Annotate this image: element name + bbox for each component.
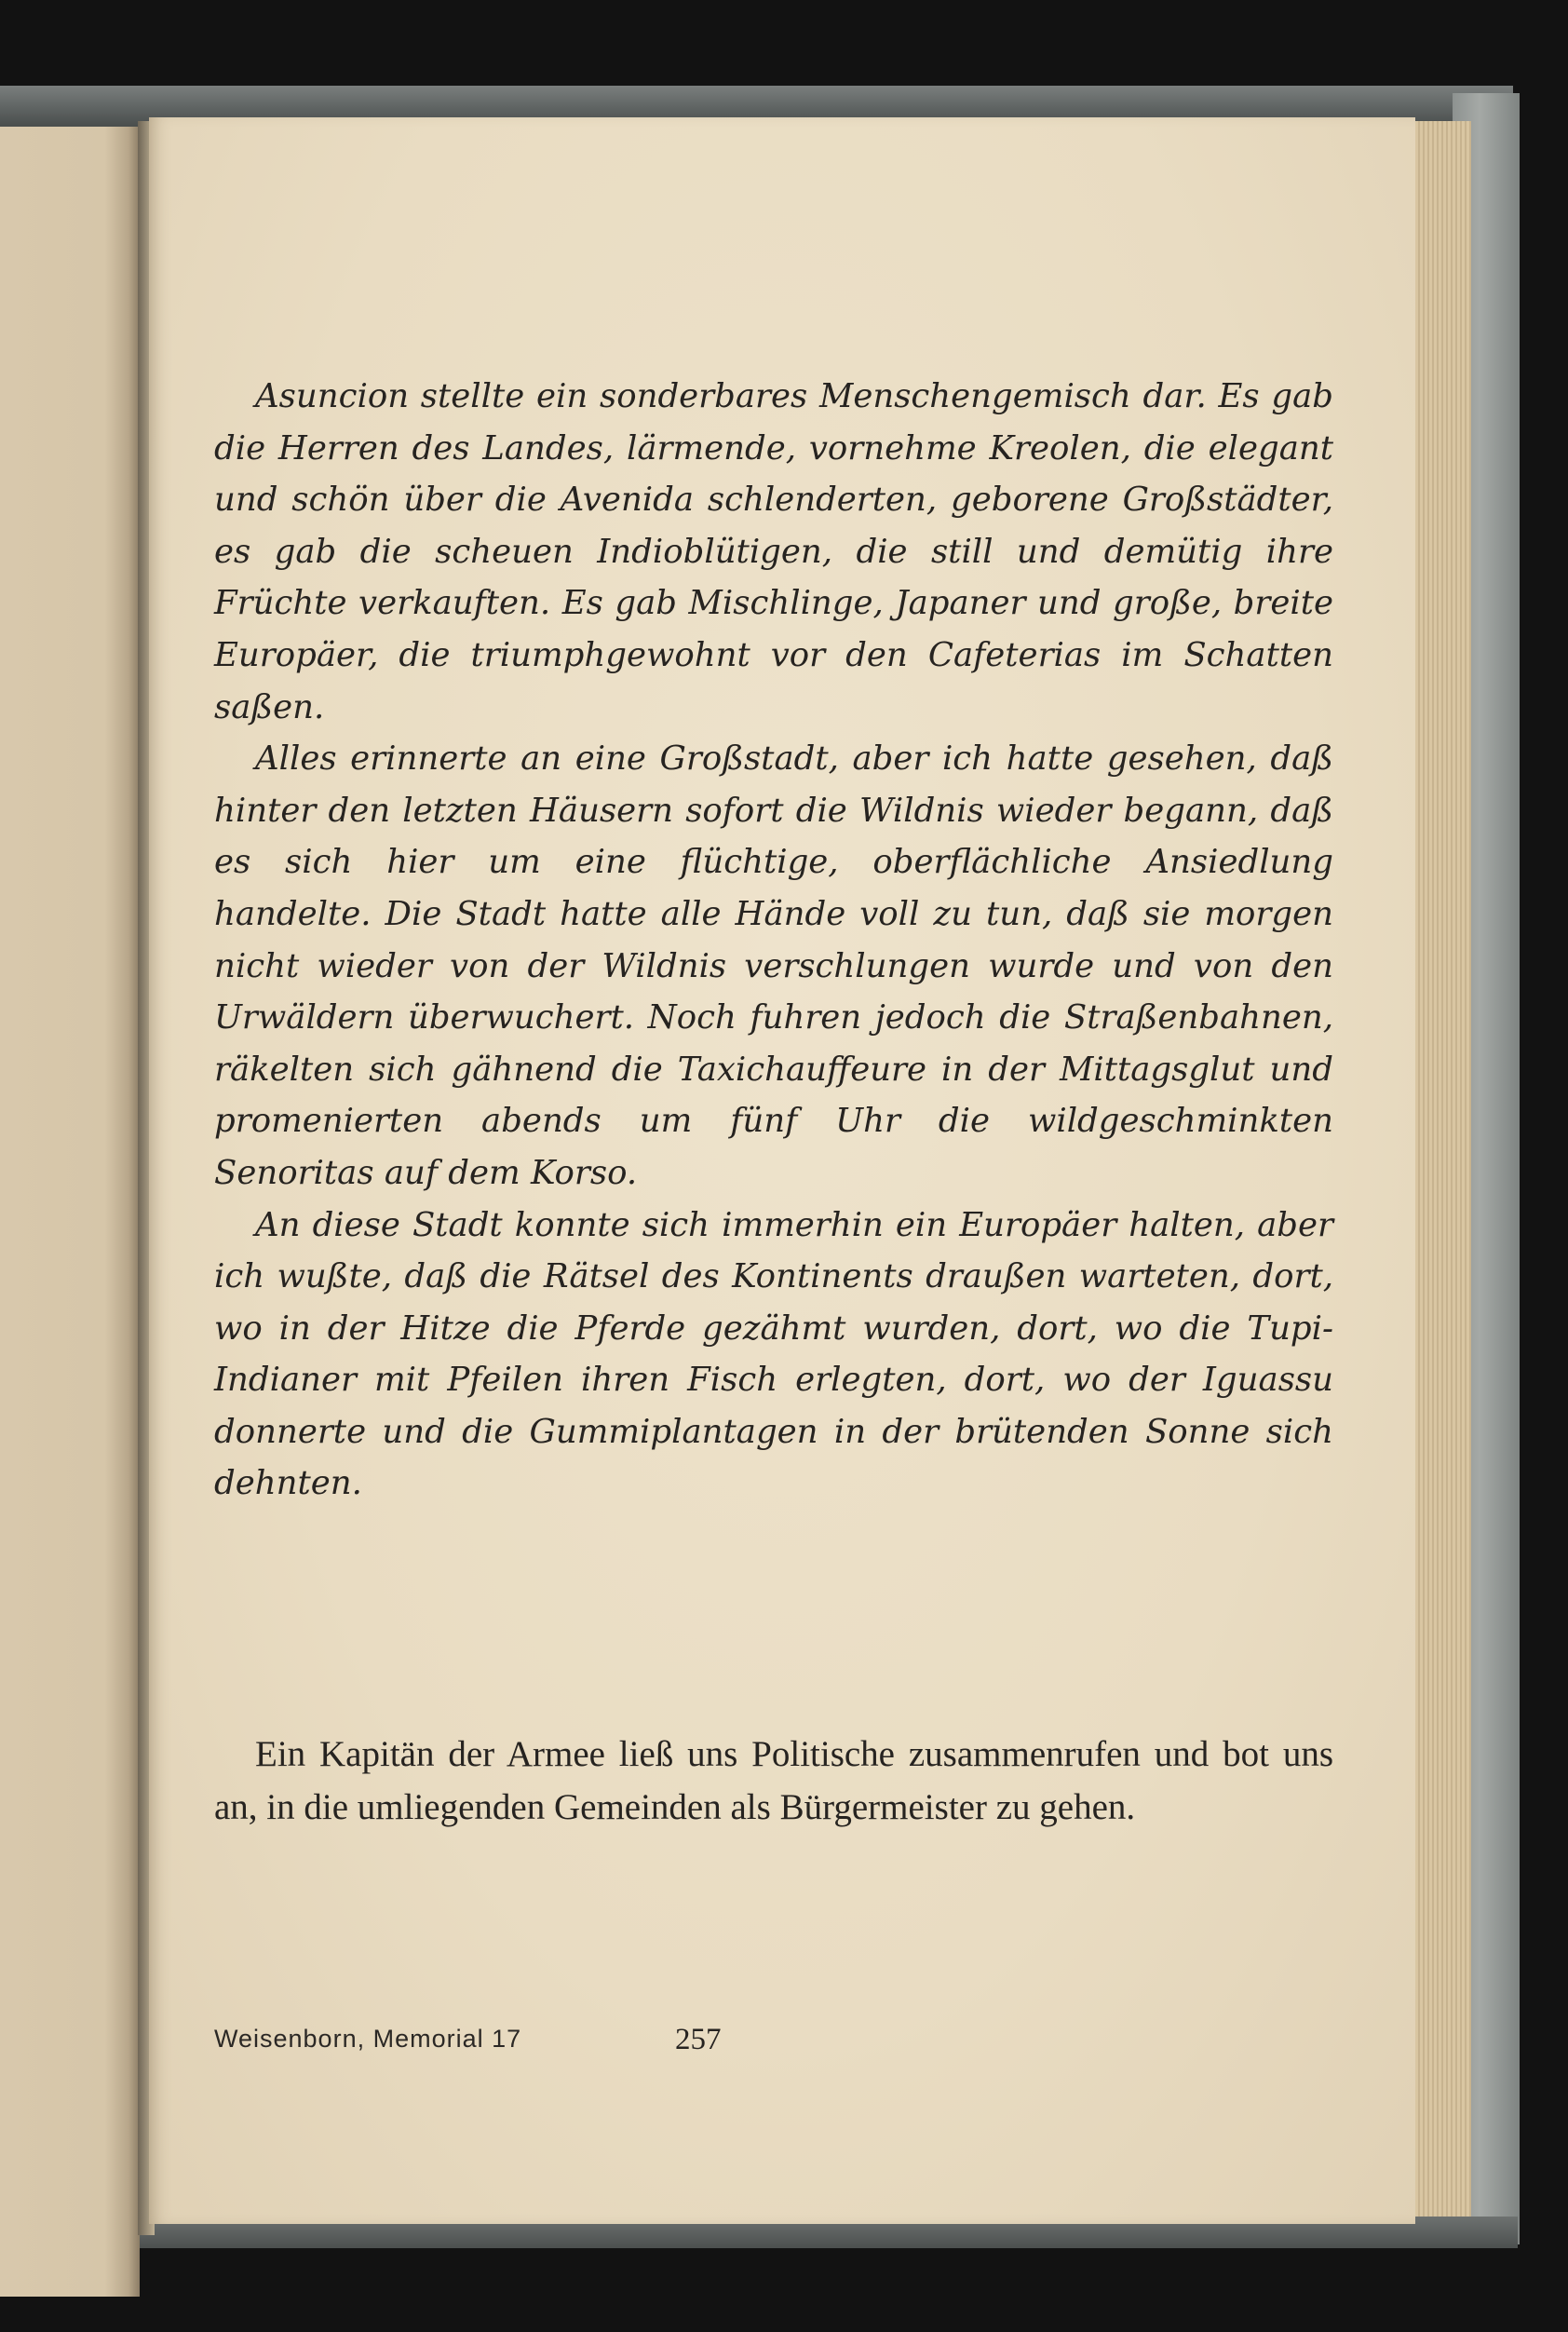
roman-text-block bbox=[214, 1729, 1333, 1834]
paragraph-kontinent: An diese Stadt konnte sich immerhin ein Europäer halten, aber ich wußte, daß die Rätsel des Kontinents draußen warteten, dort, wo in der Hitze die Pferde gezähmt wurden, dort, wo die Tupi-Indianer mit Pfeilen ihren Fisch erlegten, dort, wo der Iguassu donnerte und die Gummiplantagen in der brütenden Sonne sich dehnten. bbox=[214, 1205, 1333, 1503]
italic-text-block bbox=[214, 371, 1333, 1510]
paragraph-grossstadt: Alles erinnerte an eine Großstadt, aber ich hatte gesehen, daß hinter den letzten Häusern sofort die Wildnis wieder begann, daß es sich hier um eine flüchtige, oberflächliche Ansiedlung handelte. Die Stadt hatte alle Hände voll zu tun, daß sie morgen nicht wieder von der Wildnis verschlungen wurde und von den Urwäldern überwuchert. Noch fuhren jedoch die Straßenbahnen, räkelten sich gähnend die Taxichauffeure in der Mittagsglut und promenierten abends um fünf Uhr die wildgeschminkten Senoritas auf dem Korso. bbox=[214, 739, 1333, 1192]
signature-line: Weisenborn, Memorial 17 bbox=[214, 2025, 522, 2053]
paragraph-asuncion: Asuncion stellte ein sonderbares Menschengemisch dar. Es gab die Herren des Landes, lärmende, vornehme Kreolen, die elegant und schön über die Avenida schlenderten, geborene Großstädter, es gab die scheuen Indioblütigen, die still und demütig ihre Früchte verkauften. Es gab Mischlinge, Japaner und große, breite Europäer, die triumphgewohnt vor den Cafeterias im Schatten saßen. bbox=[214, 377, 1333, 726]
page-number: 257 bbox=[675, 2023, 722, 2056]
left-page bbox=[0, 127, 140, 2297]
paragraph-kapitaen: Ein Kapitän der Armee ließ uns Politische zusammenrufen und bot uns an, in die umliegenden Gemeinden als Bürgermeister zu gehen. bbox=[214, 1734, 1333, 1827]
right-page bbox=[149, 117, 1415, 2224]
page-edges bbox=[1406, 121, 1471, 2217]
